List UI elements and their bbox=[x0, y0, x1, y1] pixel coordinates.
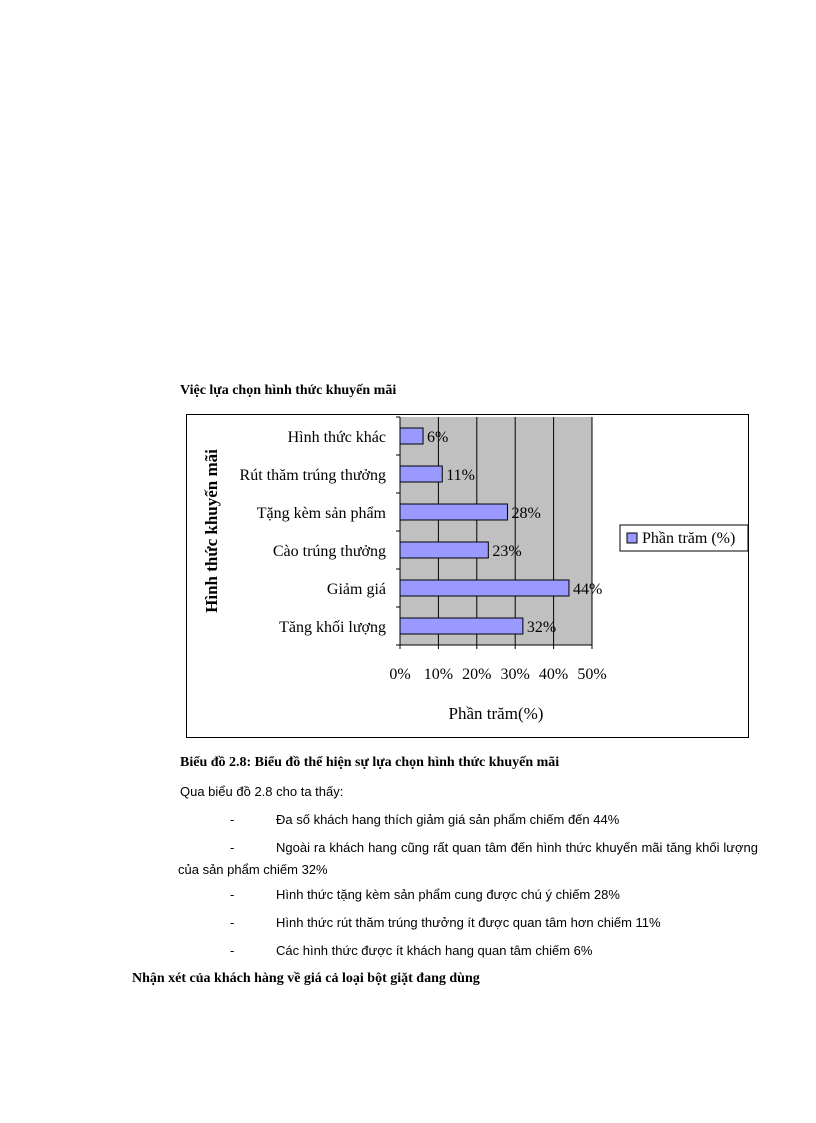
category-label: Tặng kèm sản phẩm bbox=[256, 505, 386, 522]
bullet-text: Hình thức rút thăm trúng thưởng ít được quan tâm hơn chiếm 11% bbox=[276, 915, 661, 930]
bullet-dash: - bbox=[230, 887, 235, 902]
bullet-dash: - bbox=[230, 812, 235, 827]
category-label: Rút thăm trúng thưởng bbox=[239, 467, 386, 484]
bar bbox=[400, 580, 569, 596]
x-axis-title: Phần trăm(%) bbox=[448, 704, 544, 723]
bullet-item bbox=[178, 809, 758, 831]
bar bbox=[400, 618, 523, 634]
category-label: Giảm giá bbox=[326, 581, 386, 598]
bullet-item bbox=[178, 940, 758, 962]
data-label: 23% bbox=[492, 543, 522, 560]
bar bbox=[400, 542, 488, 558]
bar-chart bbox=[187, 415, 748, 737]
chart-container bbox=[186, 414, 749, 738]
bullet-text: Ngoài ra khách hang cũng rất quan tâm đến hình thức khuyến mãi tăng khối lượng của sản phẩm chiếm 32% bbox=[178, 840, 758, 877]
data-label: 32% bbox=[526, 619, 557, 636]
legend-label: Phần trăm (%) bbox=[642, 530, 736, 547]
chart-title: Việc lựa chọn hình thức khuyến mãi bbox=[180, 383, 397, 398]
bullet-text: Hình thức tặng kèm sản phẩm cung được chú ý chiếm 28% bbox=[276, 887, 620, 902]
category-label: Cào trúng thưởng bbox=[272, 543, 386, 560]
bar bbox=[400, 504, 508, 520]
data-label: 6% bbox=[427, 429, 449, 446]
data-label: 28% bbox=[511, 505, 541, 522]
x-tick-label: 50% bbox=[577, 666, 607, 683]
x-tick-label: 40% bbox=[538, 666, 569, 683]
data-label: 44% bbox=[572, 581, 603, 598]
bar bbox=[400, 466, 442, 482]
bar bbox=[400, 428, 423, 444]
bullet-dash: - bbox=[230, 943, 235, 958]
category-label: Hình thức khác bbox=[287, 429, 386, 446]
intro-text: Qua biểu đồ 2.8 cho ta thấy: bbox=[180, 784, 344, 799]
x-tick-label: 0% bbox=[389, 666, 411, 683]
plot-area bbox=[400, 417, 592, 645]
bullet-text: Các hình thức được ít khách hang quan tâm chiếm 6% bbox=[276, 943, 593, 958]
x-tick-label: 30% bbox=[500, 666, 530, 683]
x-tick-label: 10% bbox=[423, 666, 454, 683]
bullet-item bbox=[178, 912, 758, 934]
bullet-item bbox=[178, 884, 758, 906]
y-axis-title: Hình thức khuyến mãi bbox=[202, 449, 221, 613]
x-tick-label: 20% bbox=[462, 666, 492, 683]
bullet-item bbox=[178, 837, 758, 881]
figure-caption: Biểu đồ 2.8: Biểu đồ thể hiện sự lựa chọn hình thức khuyến mãi bbox=[180, 755, 560, 770]
bullet-dash: - bbox=[230, 840, 235, 855]
category-label: Tăng khối lượng bbox=[279, 619, 386, 636]
bullet-dash: - bbox=[230, 915, 235, 930]
bullet-text: Đa số khách hang thích giảm giá sản phẩm chiếm đến 44% bbox=[276, 812, 620, 827]
section-heading: Nhận xét của khách hàng về giá cả loại bột giặt đang dùng bbox=[132, 971, 480, 986]
data-label: 11% bbox=[446, 467, 475, 484]
legend-swatch bbox=[627, 533, 637, 543]
